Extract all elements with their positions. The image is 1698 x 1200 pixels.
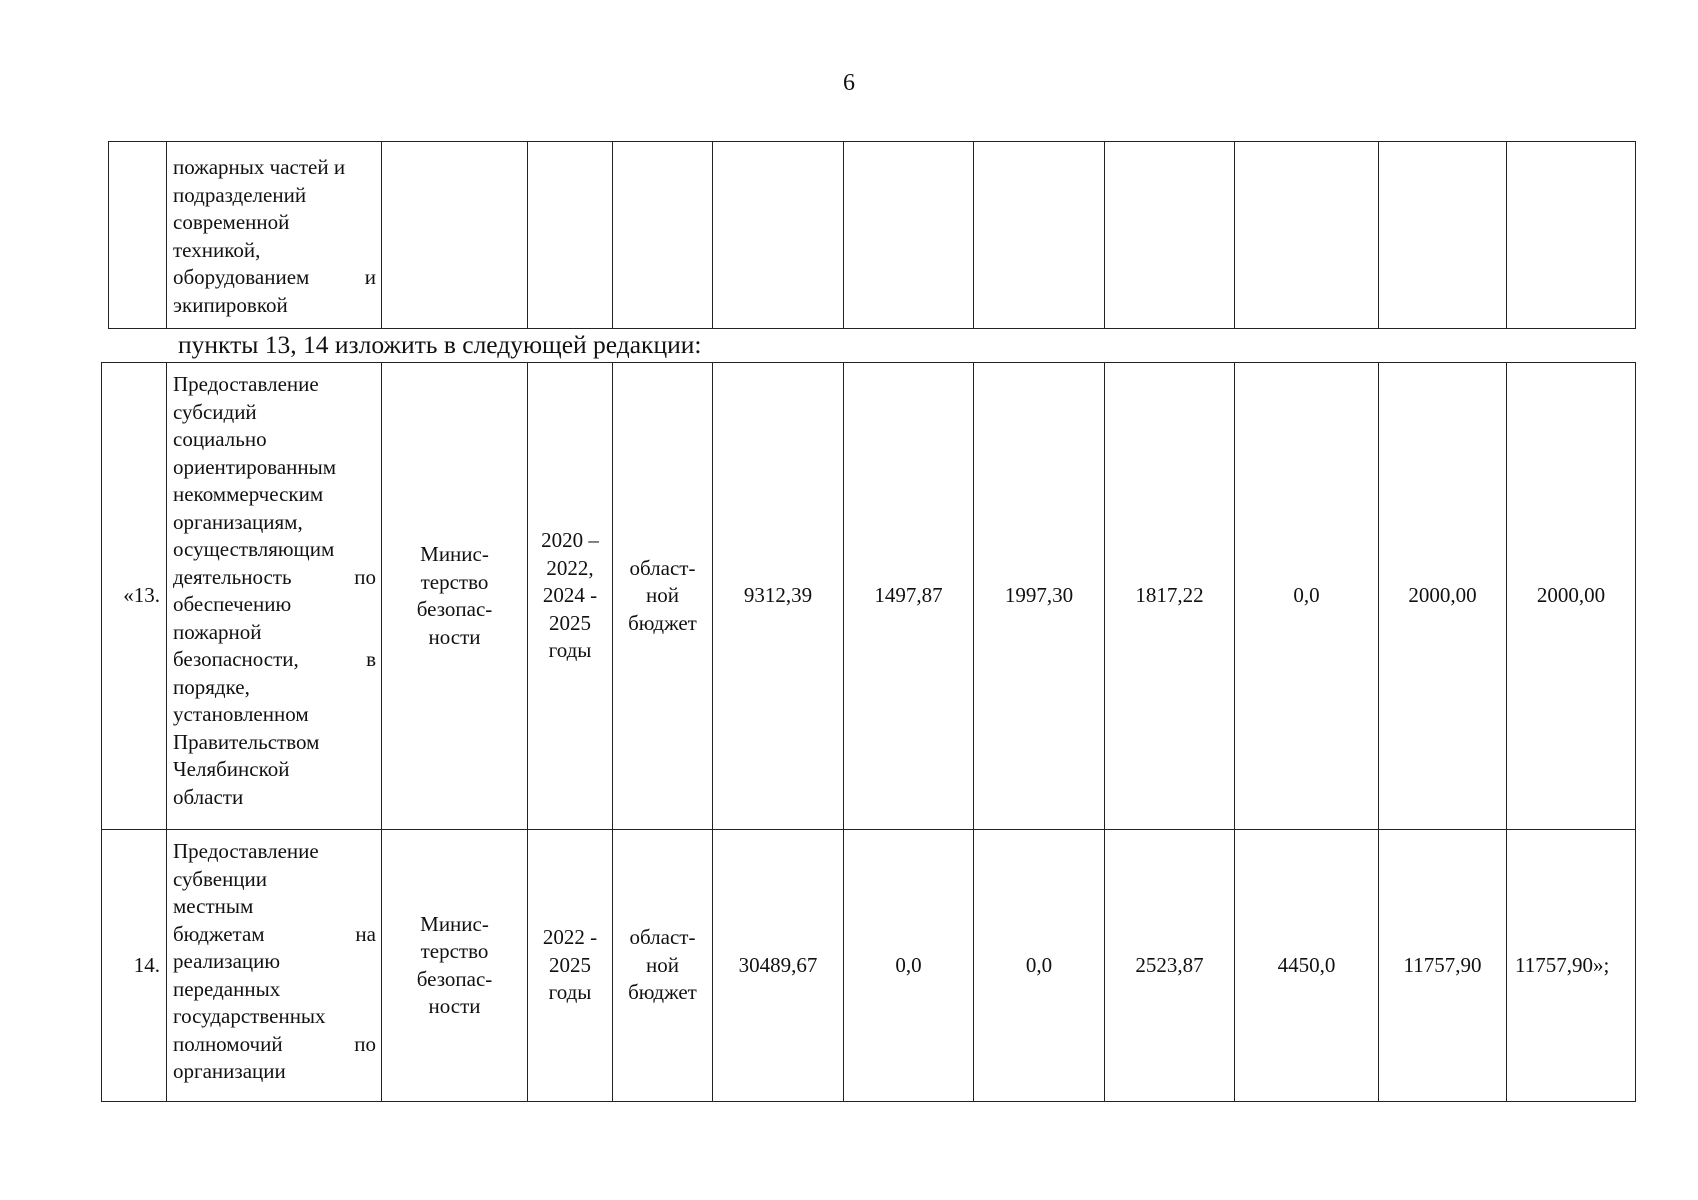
period-line: 2020 – xyxy=(541,528,599,553)
executor-line: ности xyxy=(428,624,481,649)
source-line: ной xyxy=(646,583,679,608)
empty-cell xyxy=(844,142,974,329)
desc-line: ориентированным xyxy=(173,454,337,479)
description-cell xyxy=(167,363,382,830)
executor-cell xyxy=(382,830,528,1102)
value-cell: 11757,90»; xyxy=(1507,830,1636,1102)
desc-line: местным xyxy=(173,894,254,918)
desc-line: полномочий по xyxy=(173,1031,376,1056)
desc-line: установленном xyxy=(173,702,309,726)
description-cell xyxy=(167,830,382,1102)
empty-cell xyxy=(1105,142,1235,329)
value-cell: 0,0 xyxy=(974,830,1105,1102)
description-cell xyxy=(167,142,382,329)
source-cell xyxy=(613,363,713,830)
desc-line: бюджетам на xyxy=(173,921,376,946)
source-line: област- xyxy=(629,925,696,950)
source-line: бюджет xyxy=(628,610,697,635)
period-line: 2022, xyxy=(546,555,594,580)
desc-line: области xyxy=(173,784,244,809)
table-fragment xyxy=(108,141,1636,329)
source-cell xyxy=(613,830,713,1102)
desc-line: социально xyxy=(173,427,267,451)
desc-line: деятельность по xyxy=(173,564,376,589)
row-number: «13. xyxy=(102,363,167,830)
executor-cell xyxy=(382,363,528,830)
value-cell: 2000,00 xyxy=(1379,363,1507,830)
executor-line: безопас- xyxy=(416,966,493,991)
row-number-cell xyxy=(109,142,167,329)
executor-line: Минис- xyxy=(420,542,489,566)
table-row xyxy=(109,142,1636,329)
intro-text: пункты 13, 14 изложить в следующей редакции: xyxy=(178,330,702,359)
value-cell: 1817,22 xyxy=(1105,363,1235,830)
value-total: 30489,67 xyxy=(713,830,844,1102)
desc-line: Предоставление xyxy=(173,839,319,863)
value-cell: 4450,0 xyxy=(1235,830,1379,1102)
period-line: 2025 xyxy=(549,952,591,977)
executor-line: терство xyxy=(420,569,489,594)
desc-line: реализацию xyxy=(173,949,281,973)
desc-line: пожарной xyxy=(173,619,262,644)
desc-line: субвенции xyxy=(173,866,268,891)
desc-line: субсидий xyxy=(173,399,257,424)
desc-line: обеспечению xyxy=(173,592,292,616)
executor-line: терство xyxy=(420,939,489,963)
desc-line: организациям, xyxy=(173,509,303,534)
period-line: 2024 - xyxy=(542,583,598,608)
period-line: годы xyxy=(548,980,592,1005)
value-cell: 2000,00 xyxy=(1507,363,1636,830)
source-line: бюджет xyxy=(628,980,697,1005)
row-number: 14. xyxy=(102,830,167,1102)
value-cell: 0,0 xyxy=(844,830,974,1102)
period-line: годы xyxy=(548,638,592,663)
empty-cell xyxy=(1379,142,1507,329)
period-line: 2025 xyxy=(549,610,591,635)
value-cell: 0,0 xyxy=(1235,363,1379,830)
desc-line: некоммерческим xyxy=(173,482,324,506)
desc-line: Челябинской xyxy=(173,757,290,781)
desc-line: переданных xyxy=(173,976,281,1001)
source-line: област- xyxy=(629,555,696,580)
table-row xyxy=(102,363,1636,830)
empty-cell xyxy=(713,142,844,329)
desc-line: государственных xyxy=(173,1004,326,1028)
empty-cell xyxy=(974,142,1105,329)
desc-line: осуществляющим xyxy=(173,537,335,561)
value-cell: 11757,90 xyxy=(1379,830,1507,1102)
period-line: 2022 - xyxy=(542,925,598,950)
empty-cell xyxy=(1507,142,1636,329)
desc-line: Правительством xyxy=(173,729,320,754)
executor-line: ности xyxy=(428,994,481,1018)
period-cell xyxy=(528,830,613,1102)
desc-line: Предоставление xyxy=(173,372,319,396)
executor-line: Минис- xyxy=(420,911,489,936)
desc-line: современной xyxy=(173,210,290,234)
desc-line: подразделений xyxy=(173,182,307,207)
source-line: ной xyxy=(646,952,679,977)
value-cell: 1997,30 xyxy=(974,363,1105,830)
desc-line: экипировкой xyxy=(173,292,288,317)
desc-line: порядке, xyxy=(173,674,250,699)
empty-cell xyxy=(528,142,613,329)
table-row xyxy=(102,830,1636,1102)
desc-line: техникой, xyxy=(173,237,261,262)
measures-table xyxy=(101,362,1636,1102)
empty-cell xyxy=(382,142,528,329)
executor-line: безопас- xyxy=(416,597,493,621)
period-cell xyxy=(528,363,613,830)
desc-line: безопасности, в xyxy=(173,647,376,671)
value-cell: 1497,87 xyxy=(844,363,974,830)
page-number: 6 xyxy=(843,70,855,96)
value-cell: 2523,87 xyxy=(1105,830,1235,1102)
desc-line: оборудованием и xyxy=(173,265,376,289)
desc-line: пожарных частей и xyxy=(173,155,346,179)
value-total: 9312,39 xyxy=(713,363,844,830)
empty-cell xyxy=(1235,142,1379,329)
desc-line: организации xyxy=(173,1059,286,1083)
empty-cell xyxy=(613,142,713,329)
